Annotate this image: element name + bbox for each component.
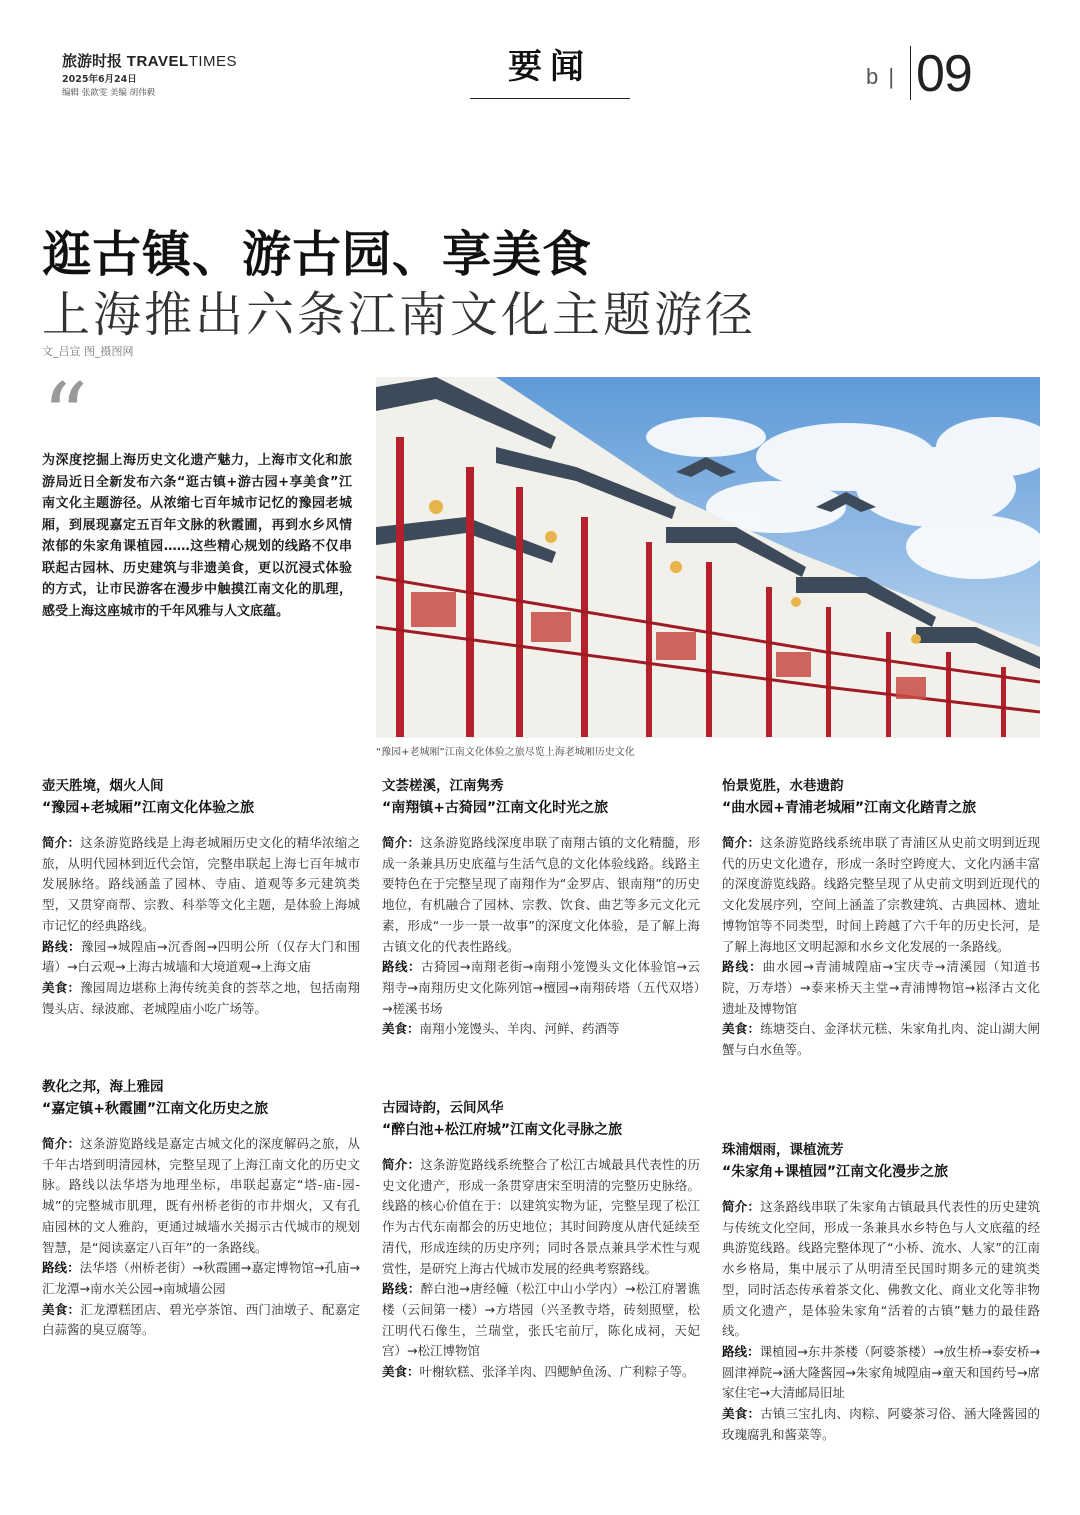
route-title: “豫园+老城厢”江南文化体验之旅 — [42, 800, 255, 816]
intro-text: 这条游览路线深度串联了南翔古镇的文化精髓，形成一条兼具历史底蕴与生活气息的文化体验线路。线路主要特色在于完整呈现了南翔作为“金罗店、银南翔”的历史地位，有机融合了园林、宗教、饮食、曲艺等多元文化元素，形成“一步一景一故事”的深度文化体验，是了解上海古镇文化的代表性路线。 — [382, 835, 700, 954]
route-food — [382, 1362, 700, 1383]
yuyuan-photo — [376, 377, 1040, 738]
route-food — [722, 1404, 1040, 1445]
food-label: 美食： — [722, 1406, 761, 1422]
route-intro — [382, 1155, 700, 1279]
intro-text: 这条游览路线是嘉定古城文化的深度解码之旅，从千年古塔到明清园林，完整呈现了上海江南文化的历史文脉。路线以法华塔为地理坐标，串联起嘉定“塔-庙-园-城”的完整城市肌理，既有州桥老街的市井烟火，又有孔庙园林的文人雅韵，更通过城墙水关揭示古代城市的规划智慧，是“阅读嘉定八百年”的一条路线。 — [42, 1136, 360, 1255]
route-body — [722, 1197, 1040, 1445]
intro-text: 这条游览路线是上海老城厢历史文化的精华浓缩之旅，从明代园林到近代会馆，完整串联起上海七百年城市发展脉络。路线涵盖了园林、寺庙、道观等多元建筑类型，又贯穿商帮、宗教、科举等文化主题，是体验上海城市记忆的经典路线。 — [42, 835, 360, 933]
editors-credit: 编辑 张歆雯 美编 胡伟毅 — [62, 88, 156, 98]
route-intro — [42, 833, 360, 937]
route-path — [722, 957, 1040, 1019]
intro-label: 简介： — [722, 1199, 761, 1214]
route-card — [382, 1098, 700, 1383]
route-intro — [42, 1134, 360, 1258]
route-text: 古猗园→南翔老街→南翔小笼馒头文化体验馆→云翔寺→南翔历史文化陈列馆→檀园→南翔砖塔（五代双塔）→槎溪书场 — [382, 959, 700, 1016]
route-text: 醉白池→唐经幢（松江中山小学内）→松江府署谯楼（云间第一楼）→方塔园（兴圣教寺塔，砖刻照壁，松江明代石像生，兰瑞堂，张氏宅前厅，陈化成祠，天妃宫）→松江博物馆 — [382, 1281, 700, 1359]
route-label: 路线： — [722, 1343, 760, 1359]
route-label: 路线： — [382, 959, 421, 975]
page-divider — [910, 46, 911, 100]
food-label: 美食： — [382, 1364, 420, 1380]
brand-logo — [62, 50, 237, 71]
section-title: 要闻 — [470, 44, 630, 99]
route-card — [722, 1140, 1040, 1445]
page-number: 09 — [916, 45, 972, 103]
route-intro — [382, 833, 700, 957]
route-tagline: 珠浦烟雨，课植流芳 — [722, 1142, 844, 1158]
route-card — [382, 776, 700, 1040]
route-tagline: 壶天胜境，烟火人间 — [42, 778, 164, 794]
route-tagline: 文荟槎溪，江南隽秀 — [382, 778, 504, 794]
route-body — [382, 833, 700, 1040]
issue-date: 2025年6月24日 — [62, 74, 137, 85]
route-title: “醉白池+松江府城”江南文化寻脉之旅 — [382, 1122, 623, 1138]
quote-mark-icon: “ — [42, 364, 89, 469]
route-body — [382, 1155, 700, 1383]
food-label: 美食： — [722, 1021, 761, 1037]
route-tagline: 教化之邦，海上雅园 — [42, 1079, 164, 1095]
route-title: “曲水园+青浦老城厢”江南文化踏青之旅 — [722, 800, 977, 816]
intro-text: 这条游览路线系统整合了松江古城最具代表性的历史文化遗产，形成一条贯穿唐宋至明清的完整历史脉络。线路的核心价值在于：以建筑实物为证，完整呈现了松江作为古代东南都会的历史地位；其时间跨度从唐代延续至清代，形成连续的历史序列；同时各景点兼具学术性与观赏性，是研究上海古代城市发展的经典考察路线。 — [382, 1157, 700, 1276]
route-path — [42, 1258, 360, 1299]
brand-en-bold: TRAVEL — [126, 53, 189, 70]
intro-label: 简介： — [382, 835, 421, 850]
food-label: 美食： — [382, 1021, 420, 1037]
route-card — [42, 1077, 360, 1341]
brand-cn: 旅游时报 — [62, 52, 123, 70]
route-label: 路线： — [42, 938, 81, 954]
route-text: 法华塔（州桥老街）→秋霞圃→嘉定博物馆→孔庙→汇龙潭→南水关公园→南城墙公园 — [42, 1260, 360, 1296]
route-label: 路线： — [42, 1260, 80, 1276]
intro-label: 简介： — [382, 1157, 421, 1172]
route-path — [382, 957, 700, 1019]
route-food — [42, 978, 360, 1019]
food-label: 美食： — [42, 1301, 81, 1317]
food-label: 美食： — [42, 979, 81, 995]
food-text: 叶榭软糕、张泽羊肉、四鳃鲈鱼汤、广利粽子等。 — [419, 1364, 695, 1380]
intro-text: 这条路线串联了朱家角古镇最具代表性的历史建筑与传统文化空间，形成一条兼具水乡特色与人文底蕴的经典游览线路。线路完整体现了“小桥、流水、人家”的江南水乡格局，集中展示了从明清至民国时期多元的建筑类型，同时活态传承着茶文化、佛教文化、商业文化等非物质文化遗产，是体验朱家角“活着的古镇”魅力的最佳路线。 — [722, 1199, 1040, 1339]
headline-main: 逛古镇、游古园、享美食 — [42, 225, 593, 283]
page-code: b | — [866, 64, 897, 89]
food-text: 汇龙潭糕团店、碧光亭茶馆、西门油墩子、配嘉定白蒜酱的臭豆腐等。 — [42, 1301, 360, 1338]
route-title: “朱家角+课植园”江南文化漫步之旅 — [722, 1164, 949, 1180]
route-tagline: 古园诗韵，云间风华 — [382, 1100, 504, 1116]
food-text: 练塘茭白、金泽状元糕、朱家角扎肉、淀山湖大闸蟹与白水鱼等。 — [722, 1021, 1040, 1058]
route-food — [722, 1019, 1040, 1060]
route-text: 课植园→东井茶楼（阿婆茶楼）→放生桥→泰安桥→圆津禅院→涵大隆酱园→朱家角城隍庙→童天和国药号→席家住宅→大清邮局旧址 — [722, 1343, 1040, 1401]
route-path — [42, 937, 360, 978]
route-intro — [722, 833, 1040, 957]
intro-label: 简介： — [42, 1136, 81, 1151]
intro-label: 简介： — [42, 835, 81, 850]
route-intro — [722, 1197, 1040, 1342]
food-text: 古镇三宝扎肉、肉粽、阿婆茶习俗、涵大隆酱园的玫瑰腐乳和酱菜等。 — [722, 1406, 1040, 1442]
route-card — [42, 776, 360, 1019]
route-label: 路线： — [382, 1281, 421, 1297]
route-card — [722, 776, 1040, 1061]
route-body — [722, 833, 1040, 1061]
photo-caption: “豫园+老城厢”江南文化体验之旅尽览上海老城厢历史文化 — [376, 747, 635, 758]
route-path — [382, 1279, 700, 1362]
intro-text: 这条游览路线系统串联了青浦区从史前文明到近现代的历史文化遗存，形成一条时空跨度大、文化内涵丰富的深度游览线路。线路完整呈现了从史前文明到近现代的文化发展序列，空间上涵盖了宗教建筑、古典园林、遗址博物馆等不同类型，时间上跨越了六千年的历史长河，是了解上海地区文明起源和水乡文化发展的一条路线。 — [722, 835, 1040, 954]
route-title: “嘉定镇+秋霞圃”江南文化历史之旅 — [42, 1101, 269, 1117]
brand-en-light: TIMES — [188, 53, 238, 70]
route-text: 豫园→城隍庙→沉香阁→四明公所（仅存大门和围墙）→白云观→上海古城墙和大境道观→上海文庙 — [42, 938, 360, 975]
food-text: 南翔小笼馒头、羊肉、河鲜、药酒等 — [419, 1021, 620, 1037]
intro-label: 简介： — [722, 835, 761, 850]
route-food — [382, 1019, 700, 1040]
food-text: 豫园周边堪称上海传统美食的荟萃之地，包括南翔馒头店、绿波廊、老城隍庙小吃广场等。 — [42, 979, 360, 1016]
route-text: 曲水园→青浦城隍庙→宝庆寺→清溪园（知道书院，万寿塔）→泰来桥天主堂→青浦博物馆→崧泽古文化遗址及博物馆 — [722, 959, 1040, 1016]
route-title: “南翔镇+古猗园”江南文化时光之旅 — [382, 800, 609, 816]
headline-sub: 上海推出六条江南文化主题游径 — [42, 287, 757, 343]
byline: 文_吕宣 图_摄图网 — [42, 345, 134, 358]
route-label: 路线： — [722, 959, 763, 975]
route-path — [722, 1342, 1040, 1404]
route-body — [42, 1134, 360, 1341]
route-food — [42, 1300, 360, 1341]
route-tagline: 怡景览胜，水巷遗韵 — [722, 778, 844, 794]
lede-paragraph: 为深度挖掘上海历史文化遗产魅力，上海市文化和旅游局近日全新发布六条“逛古镇+游古园+享美食”江南文化主题游径。从浓缩七百年城市记忆的豫园老城厢，到展现嘉定五百年文脉的秋霞圃，再到水乡风情浓郁的朱家角课植园……这些精心规划的线路不仅串联起古园林、历史建筑与非遗美食，更以沉浸式体验的方式，让市民游客在漫步中触摸江南文化的肌理，感受上海这座城市的千年风雅与人文底蕴。 — [42, 453, 352, 619]
route-body — [42, 833, 360, 1019]
